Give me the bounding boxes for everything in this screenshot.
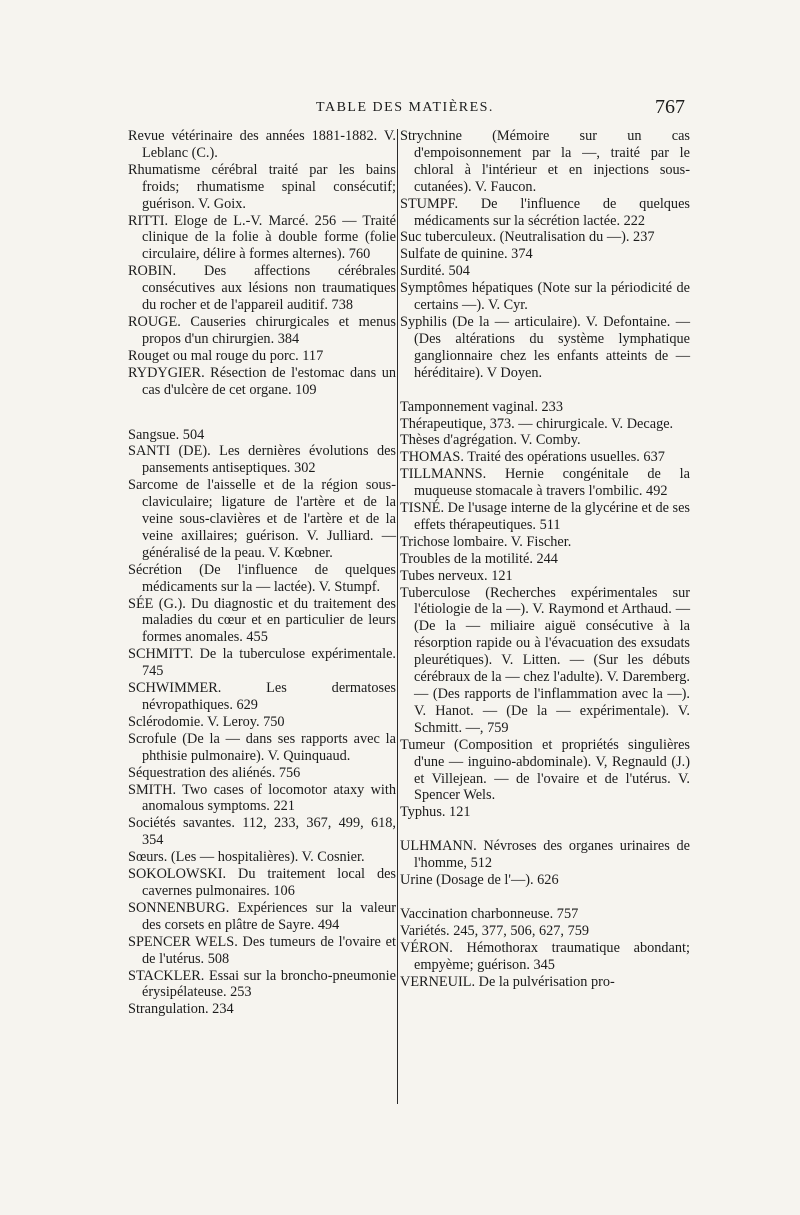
index-entry: SCHWIMMER. Les dermatoses névropathiques. 629 bbox=[128, 680, 396, 713]
index-entry: Symptômes hépatiques (Note sur la périodicité de certains —). V. Cyr. bbox=[400, 280, 690, 314]
index-entry: SOKOLOWSKI. Du traitement local des cavernes pulmonaires. 106 bbox=[128, 866, 396, 899]
index-entry: TILLMANNS. Hernie congénitale de la muqueuse stomacale à travers l'ombilic. 492 bbox=[400, 466, 690, 500]
index-entry: SONNENBURG. Expériences sur la valeur des corsets en plâtre de Sayre. 494 bbox=[128, 899, 396, 933]
index-entry: Typhus. 121 bbox=[400, 804, 471, 821]
index-entry: Syphilis (De la — articulaire). V. Defontaine. — (Des altérations du système lymphatique ganglionnaire chez les enfants atteints de — héréditaire). V Doyen. bbox=[400, 313, 690, 381]
index-entry: ROUGE. Causeries chirurgicales et menus propos d'un chirurgien. 384 bbox=[128, 313, 396, 347]
index-entry: Scrofule (De la — dans ses rapports avec la phthisie pulmonaire). V. Quinquaud. bbox=[128, 730, 396, 764]
index-entry: Trichose lombaire. V. Fischer. bbox=[400, 533, 572, 550]
page-header bbox=[125, 96, 685, 126]
index-entry: VÉRON. Hémothorax traumatique abondant; empyème; guérison. 345 bbox=[400, 939, 690, 973]
index-entry: Sangsue. 504 bbox=[128, 426, 205, 443]
index-entry: Tumeur (Composition et propriétés singulières d'une — inguino-abdominale). V, Regnauld (J.) et Villejean. — de l'ovaire et de l'utérus. V. Spencer Wels. bbox=[400, 736, 690, 804]
index-entry: ULHMANN. Névroses des organes urinaires de l'homme, 512 bbox=[400, 838, 690, 872]
index-entry: Sclérodomie. V. Leroy. 750 bbox=[128, 713, 285, 730]
index-entry: Thérapeutique, 373. — chirurgicale. V. Decage. bbox=[400, 415, 674, 432]
index-entry: Tamponnement vaginal. 233 bbox=[400, 398, 563, 415]
index-entry: Sécrétion (De l'influence de quelques médicaments sur la — lactée). V. Stumpf. bbox=[128, 561, 396, 595]
index-entry: Sœurs. (Les — hospitalières). V. Cosnier. bbox=[128, 849, 365, 866]
index-entry: SANTI (DE). Les dernières évolutions des pansements antiseptiques. 302 bbox=[128, 443, 396, 477]
index-entry: Surdité. 504 bbox=[400, 263, 470, 280]
index-entry: Sarcome de l'aisselle et de la région sous-claviculaire; ligature de l'artère et de la veine sous-clavières et de l'artère et de la veine axillaires; guérison. V. Julliard. — généralisé de la peau. V. Kœbner. bbox=[128, 477, 396, 561]
index-entry: SCHMITT. De la tuberculose expérimentale. 745 bbox=[128, 646, 396, 680]
index-entry: STUMPF. De l'influence de quelques médicaments sur la sécrétion lactée. 222 bbox=[400, 195, 690, 229]
running-title: TABLE DES MATIÈRES. bbox=[316, 100, 494, 115]
index-entry: TISNÉ. De l'usage interne de la glycérine et de ses effets thérapeutiques. 511 bbox=[400, 500, 690, 533]
index-entry: Urine (Dosage de l'—). 626 bbox=[400, 872, 559, 889]
column-divider bbox=[397, 129, 398, 1104]
index-entry: VERNEUIL. De la pulvérisation pro- bbox=[400, 973, 615, 990]
index-entry: Rhumatisme cérébral traité par les bains froids; rhumatisme spinal consécutif; guérison. V. Goix. bbox=[128, 161, 396, 212]
index-entry: ROBIN. Des affections cérébrales consécutives aux lésions non traumatiques du rocher et de l'appareil auditif. 738 bbox=[128, 263, 396, 314]
index-entry: Strychnine (Mémoire sur un cas d'empoisonnement par la —, traité par le chloral à l'intérieur et en injections sous-cutanées). V. Faucon. bbox=[400, 128, 690, 195]
index-entry: Thèses d'agrégation. V. Comby. bbox=[400, 432, 581, 449]
index-entry: Sulfate de quinine. 374 bbox=[400, 246, 533, 263]
index-entry: RITTI. Eloge de L.-V. Marcé. 256 — Traité clinique de la folie à double forme (folie circulaire, délire à formes alternes). 760 bbox=[128, 212, 396, 263]
index-entry: STACKLER. Essai sur la broncho-pneumonie érysipélateuse. 253 bbox=[128, 967, 396, 1001]
index-entry: Troubles de la motilité. 244 bbox=[400, 550, 558, 567]
index-entry: Suc tuberculeux. (Neutralisation du —). 237 bbox=[400, 229, 655, 246]
index-entry: SPENCER WELS. Des tumeurs de l'ovaire et de l'utérus. 508 bbox=[128, 933, 396, 967]
index-entry: Variétés. 245, 377, 506, 627, 759 bbox=[400, 922, 590, 939]
index-entry: Séquestration des aliénés. 756 bbox=[128, 764, 301, 781]
index-entry: SMITH. Two cases of locomotor ataxy with anomalous symptoms. 221 bbox=[128, 781, 396, 815]
index-entry: SÉE (G.). Du diagnostic et du traitement des maladies du cœur et en particulier de leurs formes anomales. 455 bbox=[128, 595, 396, 646]
index-column-left bbox=[128, 128, 396, 1018]
index-entry: Vaccination charbonneuse. 757 bbox=[400, 905, 579, 922]
index-column-right bbox=[400, 128, 690, 991]
index-entry: Rouget ou mal rouge du porc. 117 bbox=[128, 347, 324, 364]
index-entry: THOMAS. Traité des opérations usuelles. 637 bbox=[400, 449, 665, 466]
page-number: 767 bbox=[655, 96, 685, 118]
index-entry: Tuberculose (Recherches expérimentales sur l'étiologie de la —). V. Raymond et Arthaud. —(De la — miliaire aiguë consécutive à la résorption rapide ou à l'évacuation des exsudats pleurétiques). V. Litten. — (Sur les débuts cérébraux de la — chez l'adulte). V. Daremberg. — (Des rapports de l'inflammation avec la —). V. Hanot. — (De la — expérimentale). V. Schmitt. —, 759 bbox=[400, 584, 690, 736]
index-entry: Tubes nerveux. 121 bbox=[400, 567, 513, 584]
index-entry: RYDYGIER. Résection de l'estomac dans un cas d'ulcère de cet organe. 109 bbox=[128, 364, 396, 398]
index-entry: Sociétés savantes. 112, 233, 367, 499, 618, 354 bbox=[128, 815, 396, 849]
index-entry: Strangulation. 234 bbox=[128, 1001, 234, 1018]
index-entry: Revue vétérinaire des années 1881-1882. V. Leblanc (C.). bbox=[128, 128, 396, 161]
